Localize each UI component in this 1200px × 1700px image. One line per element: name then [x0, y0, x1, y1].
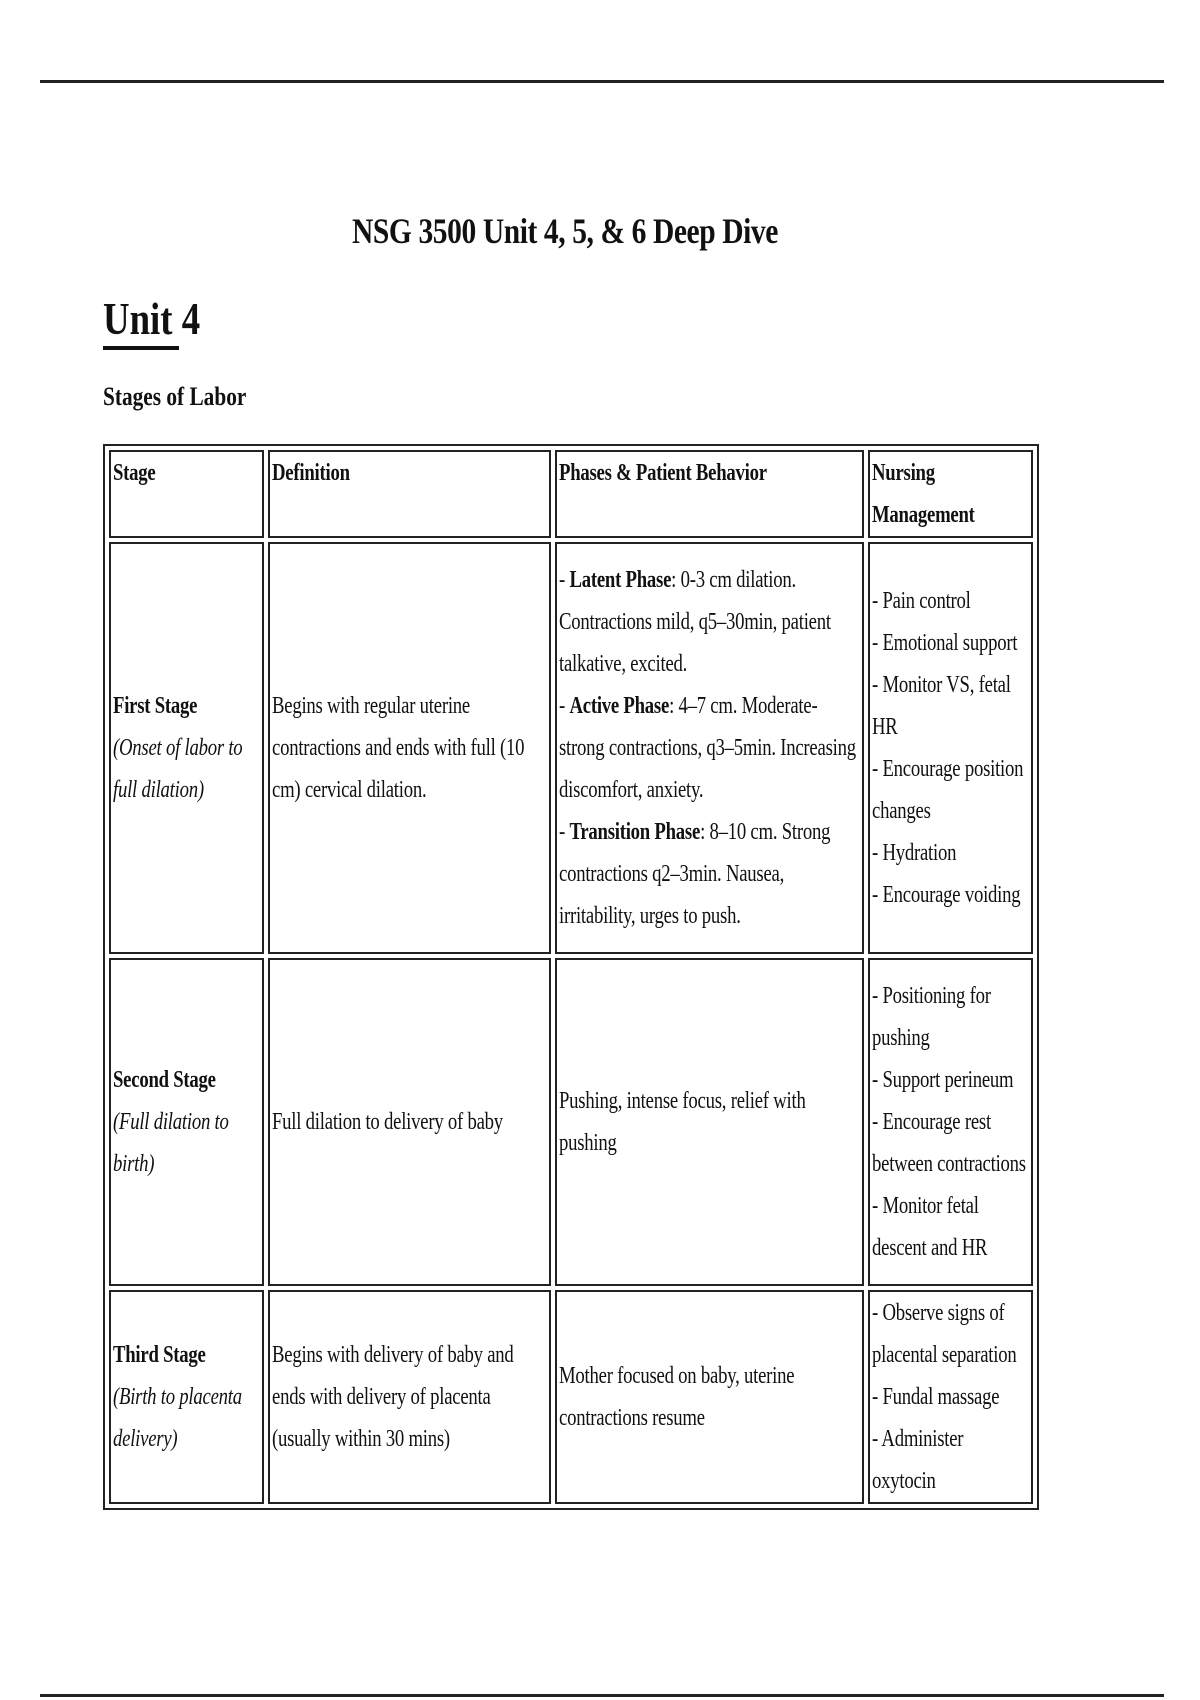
- definition-cell: Begins with delivery of baby and ends with delivery of placenta (usually within 30 mins): [268, 1290, 551, 1504]
- nursing-item: - Monitor fetal descent and HR: [872, 1193, 988, 1261]
- nursing-cell: [868, 1290, 1033, 1504]
- header-stage: Stage: [109, 450, 264, 538]
- stage-subtitle: (Birth to placenta delivery): [113, 1384, 242, 1452]
- behavior-cell: Pushing, intense focus, relief with pushing: [555, 958, 864, 1286]
- table-row: [109, 958, 1033, 1286]
- header-phases-behavior: Phases & Patient Behavior: [555, 450, 864, 538]
- phases-cell: [555, 542, 864, 954]
- header-nursing-management: Nursing Management: [868, 450, 1033, 538]
- definition-cell: Full dilation to delivery of baby: [268, 958, 551, 1286]
- nursing-item: - Hydration: [872, 840, 957, 866]
- nursing-item: - Observe signs of placental separation: [872, 1300, 1017, 1368]
- nursing-cell: [868, 542, 1033, 954]
- nursing-item: - Support perineum: [872, 1067, 1014, 1093]
- nursing-item: - Monitor VS, fetal HR: [872, 672, 1011, 740]
- stage-cell: [109, 958, 264, 1286]
- nursing-item: - Encourage voiding: [872, 882, 1021, 908]
- nursing-item: - Positioning for pushing: [872, 983, 991, 1051]
- stage-name: Second Stage: [113, 1067, 216, 1093]
- stage-subtitle: (Onset of labor to full dilation): [113, 735, 243, 803]
- stage-name: First Stage: [113, 693, 198, 719]
- stage-cell: [109, 542, 264, 954]
- section-heading: Stages of Labor: [103, 382, 247, 411]
- stages-of-labor-table: [103, 444, 1039, 1510]
- nursing-item: - Fundal massage: [872, 1384, 1000, 1410]
- table-row: [109, 542, 1033, 954]
- document-title: NSG 3500 Unit 4, 5, & 6 Deep Dive: [352, 211, 778, 251]
- stage-cell: [109, 1290, 264, 1504]
- nursing-item: - Pain control: [872, 588, 971, 614]
- unit-heading-underline: [103, 346, 179, 350]
- phase-active: - Active Phase: 4–7 cm. Moderate-strong contractions, q3–5min. Increasing discomfort, anxiety.: [559, 693, 856, 803]
- stage-name: Third Stage: [113, 1342, 206, 1368]
- bottom-rule: [40, 1694, 1164, 1697]
- phase-transition: - Transition Phase: 8–10 cm. Strong contractions q2–3min. Nausea, irritability, urges to push.: [559, 819, 831, 929]
- table-header-row: [109, 450, 1033, 538]
- definition-cell: Begins with regular uterine contractions and ends with full (10 cm) cervical dilation.: [268, 542, 551, 954]
- nursing-cell: [868, 958, 1033, 1286]
- nursing-item: - Emotional support: [872, 630, 1018, 656]
- phase-latent: - Latent Phase: 0-3 cm dilation. Contractions mild, q5–30min, patient talkative, excited.: [559, 567, 831, 677]
- unit-heading: Unit 4: [103, 293, 201, 344]
- behavior-cell: Mother focused on baby, uterine contractions resume: [555, 1290, 864, 1504]
- top-rule: [40, 80, 1164, 83]
- header-definition: Definition: [268, 450, 551, 538]
- table-row: [109, 1290, 1033, 1504]
- nursing-item: - Administer oxytocin: [872, 1426, 964, 1494]
- stage-subtitle: (Full dilation to birth): [113, 1109, 229, 1177]
- nursing-item: - Encourage rest between contractions: [872, 1109, 1026, 1177]
- nursing-item: - Encourage position changes: [872, 756, 1024, 824]
